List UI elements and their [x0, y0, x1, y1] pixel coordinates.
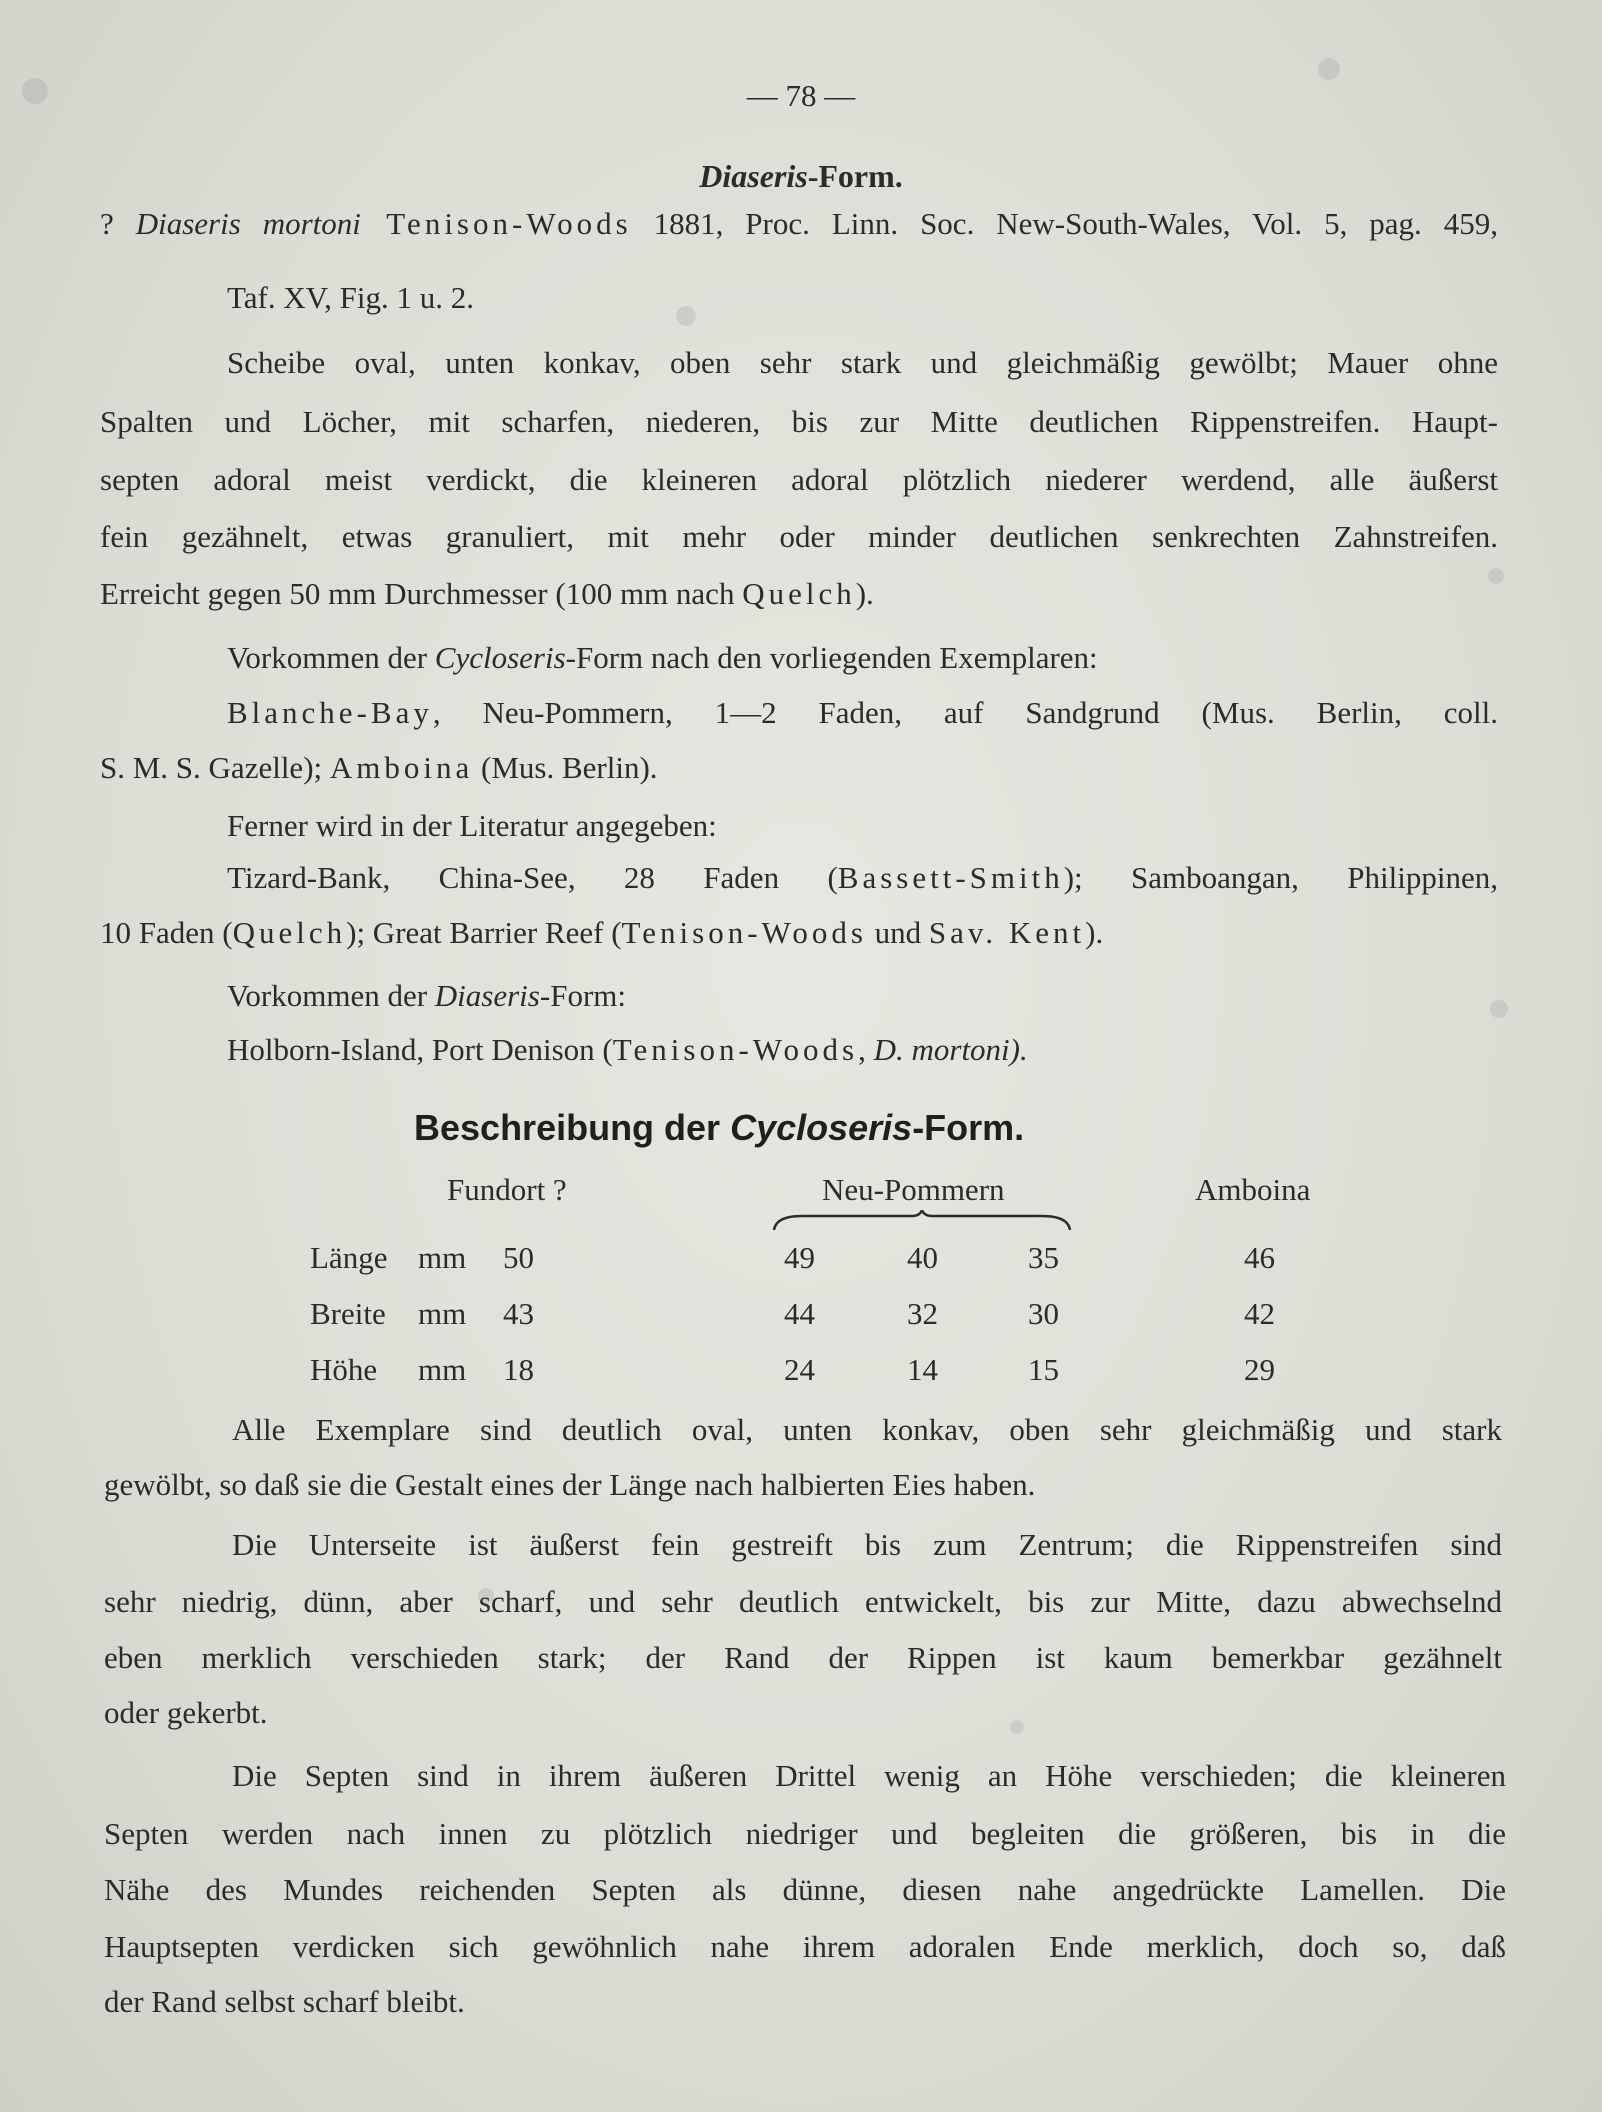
scan-blot [1010, 1720, 1024, 1734]
shape-paragraph-line-1: Alle Exemplare sind deutlich oval, unten konkav, oben sehr gleichmäßig und stark [232, 1412, 1502, 1447]
occurrence-diaseris-intro: Vorkommen der Diaseris-Form: [227, 978, 626, 1013]
cell-neu-pommern-1: 44 [784, 1296, 815, 1331]
cell-fundort: 18 [503, 1352, 534, 1387]
occurrence-cycloseris-line-1: Blanche-Bay, Neu-Pommern, 1—2 Faden, auf Sandgrund (Mus. Berlin, coll. [227, 695, 1498, 730]
cell-neu-pommern-3: 30 [1028, 1296, 1059, 1331]
literature-line-1: Tizard-Bank, China-See, 28 Faden (Bassett-Smith); Samboangan, Philippinen, [227, 860, 1498, 895]
septa-paragraph-line-2: Septen werden nach innen zu plötzlich niedriger und begleiten die größeren, bis in die [104, 1816, 1506, 1851]
synonym-line-1: ? Diaseris mortoni Tenison-Woods 1881, Proc. Linn. Soc. New-South-Wales, Vol. 5, pag. 459, [100, 206, 1498, 241]
description-line-1: Scheibe oval, unten konkav, oben sehr stark und gleichmäßig gewölbt; Mauer ohne [227, 345, 1498, 380]
description-line-3: septen adoral meist verdickt, die kleineren adoral plötzlich niederer werdend, alle äußerst [100, 462, 1498, 497]
scan-blot [676, 306, 696, 326]
shape-paragraph-line-2: gewölbt, so daß sie die Gestalt eines der Länge nach halbierten Eies haben. [104, 1467, 1036, 1502]
header-neu-pommern: Neu-Pommern [822, 1172, 1005, 1207]
cell-amboina: 29 [1244, 1352, 1275, 1387]
row-label: Länge [310, 1240, 388, 1275]
row-unit: mm [418, 1352, 467, 1387]
cycloseris-description-heading: Beschreibung der Cycloseris-Form. [414, 1107, 1025, 1148]
header-fundort: Fundort ? [447, 1172, 567, 1207]
diaseris-form-heading: Diaseris-Form. [699, 158, 903, 194]
underside-paragraph-line-2: sehr niedrig, dünn, aber scharf, und sehr deutlich entwickelt, bis zur Mitte, dazu abwechselnd [104, 1584, 1502, 1619]
page-number: — 78 — [746, 78, 856, 113]
underside-paragraph-line-4: oder gekerbt. [104, 1695, 268, 1730]
description-line-2: Spalten und Löcher, mit scharfen, niederen, bis zur Mitte deutlichen Rippenstreifen. Haupt- [100, 404, 1498, 439]
cell-neu-pommern-1: 49 [784, 1240, 815, 1275]
septa-paragraph-line-3: Nähe des Mundes reichenden Septen als dünne, diesen nahe angedrückte Lamellen. Die [104, 1872, 1506, 1907]
cell-amboina: 46 [1244, 1240, 1275, 1275]
cell-neu-pommern-3: 15 [1028, 1352, 1059, 1387]
row-unit: mm [418, 1296, 467, 1331]
cell-fundort: 43 [503, 1296, 534, 1331]
neu-pommern-brace [772, 1210, 1072, 1234]
description-line-5: Erreicht gegen 50 mm Durchmesser (100 mm nach Quelch). [100, 576, 874, 611]
cell-neu-pommern-2: 40 [907, 1240, 938, 1275]
row-unit: mm [418, 1240, 467, 1275]
header-amboina: Amboina [1195, 1172, 1311, 1207]
occurrence-cycloseris-intro: Vorkommen der Cycloseris-Form nach den vorliegenden Exemplaren: [227, 640, 1098, 675]
scan-blot [1490, 1000, 1508, 1018]
occurrence-diaseris-line-1: Holborn-Island, Port Denison (Tenison-Woods, D. mortoni). [227, 1032, 1028, 1067]
septa-paragraph-line-1: Die Septen sind in ihrem äußeren Drittel wenig an Höhe verschieden; die kleineren [232, 1758, 1506, 1793]
cell-neu-pommern-1: 24 [784, 1352, 815, 1387]
cell-neu-pommern-3: 35 [1028, 1240, 1059, 1275]
literature-intro: Ferner wird in der Literatur angegeben: [227, 808, 717, 843]
cell-neu-pommern-2: 14 [907, 1352, 938, 1387]
occurrence-cycloseris-line-2: S. M. S. Gazelle); Amboina (Mus. Berlin). [100, 750, 658, 785]
description-line-4: fein gezähnelt, etwas granuliert, mit mehr oder minder deutlichen senkrechten Zahnstreifen. [100, 519, 1498, 554]
septa-paragraph-line-5: der Rand selbst scharf bleibt. [104, 1984, 465, 2019]
synonym-line-2: Taf. XV, Fig. 1 u. 2. [227, 280, 474, 315]
septa-paragraph-line-4: Hauptsepten verdicken sich gewöhnlich nahe ihrem adoralen Ende merklich, doch so, daß [104, 1929, 1506, 1964]
underside-paragraph-line-3: eben merklich verschieden stark; der Rand der Rippen ist kaum bemerkbar gezähnelt [104, 1640, 1502, 1675]
cell-neu-pommern-2: 32 [907, 1296, 938, 1331]
cell-fundort: 50 [503, 1240, 534, 1275]
literature-line-2: 10 Faden (Quelch); Great Barrier Reef (Tenison-Woods und Sav. Kent). [100, 915, 1104, 950]
row-label: Höhe [310, 1352, 378, 1387]
scan-blot [1488, 568, 1504, 584]
cell-amboina: 42 [1244, 1296, 1275, 1331]
underside-paragraph-line-1: Die Unterseite ist äußerst fein gestreift bis zum Zentrum; die Rippenstreifen sind [232, 1527, 1502, 1562]
row-label: Breite [310, 1296, 386, 1331]
